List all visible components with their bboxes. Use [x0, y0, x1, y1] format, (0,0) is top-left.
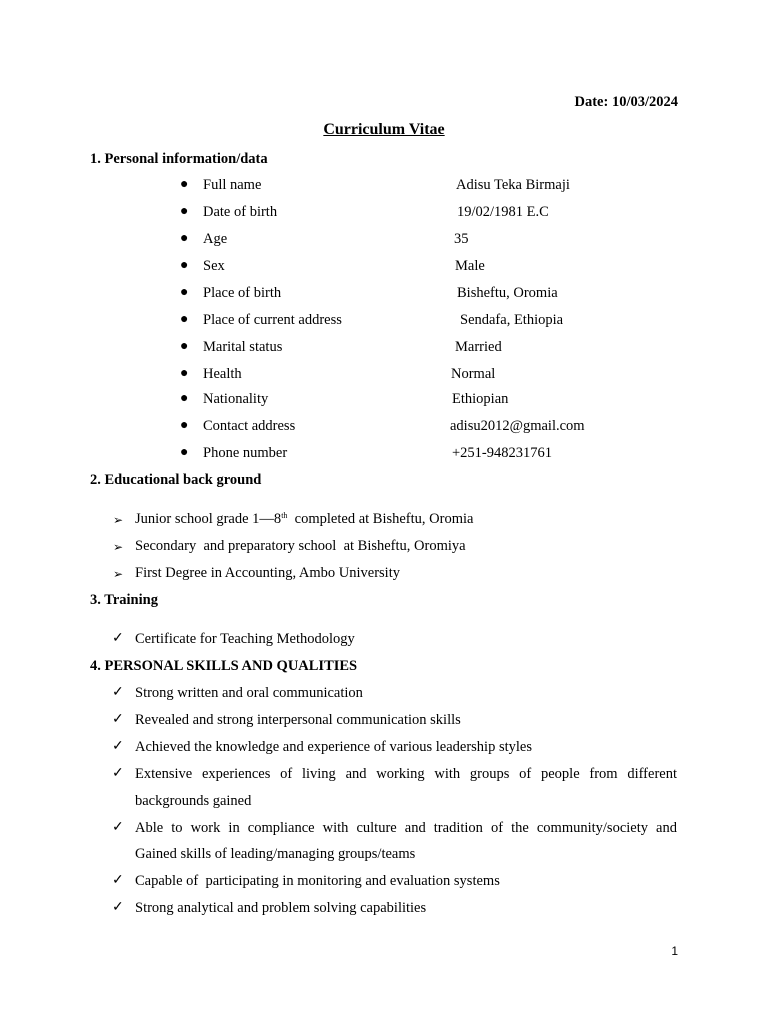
personal-label: Place of current address: [203, 312, 342, 328]
personal-label: Phone number: [203, 445, 288, 461]
arrow-bullet-icon: ➢: [113, 540, 124, 554]
check-icon: ✓: [112, 820, 124, 835]
skill-item-line: Gained skills of leading/managing groups/teams: [135, 846, 416, 862]
personal-label: Nationality: [203, 391, 269, 407]
page-number: 1: [671, 944, 678, 958]
section-heading-education: 2. Educational back ground: [90, 472, 262, 488]
personal-value: Married: [455, 339, 502, 355]
section-heading-training: 3. Training: [90, 592, 158, 608]
personal-label: Health: [203, 366, 242, 382]
check-icon: ✓: [112, 685, 124, 700]
personal-value: 35: [454, 231, 469, 247]
bullet-icon: ●: [180, 312, 189, 327]
bullet-icon: ●: [180, 258, 189, 273]
arrow-bullet-icon: ➢: [113, 513, 124, 527]
check-icon: ✓: [112, 900, 124, 915]
section-heading-skills: 4. PERSONAL SKILLS AND QUALITIES: [90, 658, 358, 674]
skill-item-line: backgrounds gained: [135, 793, 252, 809]
personal-label: Age: [203, 231, 228, 247]
personal-label: Sex: [203, 258, 225, 274]
bullet-icon: ●: [180, 339, 189, 354]
personal-label: Place of birth: [203, 285, 282, 301]
skill-item: Capable of participating in monitoring and evaluation systems: [135, 873, 500, 889]
skill-item: Strong written and oral communication: [135, 685, 363, 701]
bullet-icon: ●: [180, 285, 189, 300]
bullet-icon: ●: [180, 391, 189, 406]
skill-item: Strong analytical and problem solving capabilities: [135, 900, 427, 916]
bullet-icon: ●: [180, 177, 189, 192]
personal-value: +251-948231761: [452, 445, 553, 461]
check-icon: ✓: [112, 739, 124, 754]
skill-item: Revealed and strong interpersonal communication skills: [135, 712, 461, 728]
personal-label: Contact address: [203, 418, 296, 434]
skill-item-line: Able to work in compliance with culture and tradition of the community/society and: [135, 820, 677, 836]
skill-item-line: Extensive experiences of living and working with groups of people from different: [135, 766, 677, 782]
personal-value: 19/02/1981 E.C: [457, 204, 549, 220]
personal-value: Bisheftu, Oromia: [457, 285, 558, 301]
check-icon: ✓: [112, 712, 124, 727]
personal-value: Sendafa, Ethiopia: [460, 312, 564, 328]
bullet-icon: ●: [180, 366, 189, 381]
training-item: Certificate for Teaching Methodology: [135, 631, 355, 647]
check-icon: ✓: [112, 873, 124, 888]
document-title: Curriculum Vitae: [323, 121, 445, 138]
personal-value: Normal: [451, 366, 496, 382]
personal-value: Ethiopian: [452, 391, 509, 407]
personal-value: Male: [455, 258, 485, 274]
bullet-icon: ●: [180, 418, 189, 433]
personal-value: adisu2012@gmail.com: [450, 418, 585, 434]
document-date: Date: 10/03/2024: [574, 94, 678, 110]
personal-label: Date of birth: [203, 204, 278, 220]
personal-label: Marital status: [203, 339, 283, 355]
section-heading-personal: 1. Personal information/data: [90, 151, 268, 167]
check-icon: ✓: [112, 766, 124, 781]
bullet-icon: ●: [180, 445, 189, 460]
education-item: First Degree in Accounting, Ambo University: [135, 565, 400, 581]
personal-value: Adisu Teka Birmaji: [456, 177, 570, 193]
skill-item: Achieved the knowledge and experience of various leadership styles: [135, 739, 532, 755]
education-item: Secondary and preparatory school at Bisheftu, Oromiya: [135, 538, 466, 554]
personal-label: Full name: [203, 177, 262, 193]
bullet-icon: ●: [180, 204, 189, 219]
education-item: Junior school grade 1—8th completed at Bisheftu, Oromia: [135, 511, 474, 527]
check-icon: ✓: [112, 631, 124, 646]
arrow-bullet-icon: ➢: [113, 567, 124, 581]
bullet-icon: ●: [180, 231, 189, 246]
